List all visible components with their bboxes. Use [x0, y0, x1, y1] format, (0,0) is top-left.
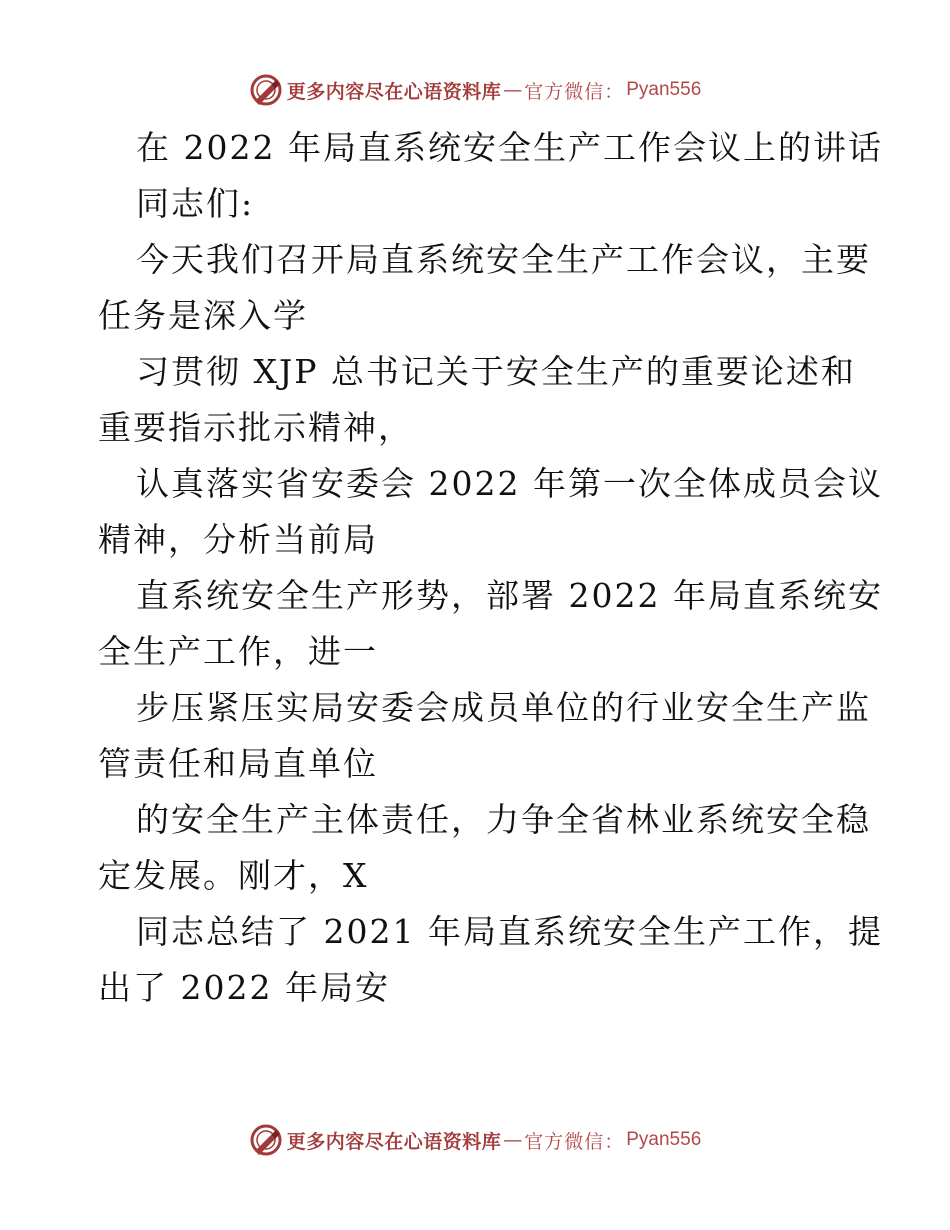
salutation: 同志们:	[136, 184, 255, 223]
text-line: 习贯彻 XJP 总书记关于安全生产的重要论述和	[136, 352, 856, 391]
watermark-separator: —	[503, 79, 523, 101]
text-line: 全生产工作，进一	[98, 632, 378, 671]
watermark-wechat-id: Pyan556	[626, 1129, 702, 1150]
text-line: 的安全生产主体责任，力争全省林业系统安全稳	[136, 800, 871, 839]
text-line: 认真落实省安委会 2022 年第一次全体成员会议	[136, 464, 883, 503]
document-title: 在 2022 年局直系统安全生产工作会议上的讲话	[136, 128, 883, 167]
watermark-separator: —	[503, 1129, 523, 1151]
watermark-wechat-id: Pyan556	[626, 79, 702, 100]
text-line: 步压紧压实局安委会成员单位的行业安全生产监	[136, 688, 871, 727]
watermark-official-label: 官方微信：	[524, 80, 625, 103]
text-line: 任务是深入学	[98, 296, 308, 335]
watermark-brand: 更多内容尽在心语资料库	[286, 1130, 502, 1153]
header-watermark	[0, 72, 950, 108]
footer-watermark	[0, 1122, 950, 1158]
text-line: 重要指示批示精神，	[98, 408, 413, 447]
text-line: 精神，分析当前局	[98, 520, 378, 559]
text-line: 定发展。刚才，X	[98, 856, 369, 895]
text-line: 直系统安全生产形势，部署 2022 年局直系统安	[136, 576, 883, 615]
document-body	[98, 120, 883, 1016]
text-line: 同志总结了 2021 年局直系统安全生产工作，提	[136, 912, 883, 951]
pen-logo-icon	[249, 73, 283, 107]
text-line: 管责任和局直单位	[98, 744, 378, 783]
watermark-brand: 更多内容尽在心语资料库	[286, 80, 502, 103]
text-line: 出了 2022 年局安	[98, 968, 390, 1007]
watermark-official-label: 官方微信：	[524, 1130, 625, 1153]
pen-logo-icon	[249, 1123, 283, 1157]
text-line: 今天我们召开局直系统安全生产工作会议，主要	[136, 240, 871, 279]
